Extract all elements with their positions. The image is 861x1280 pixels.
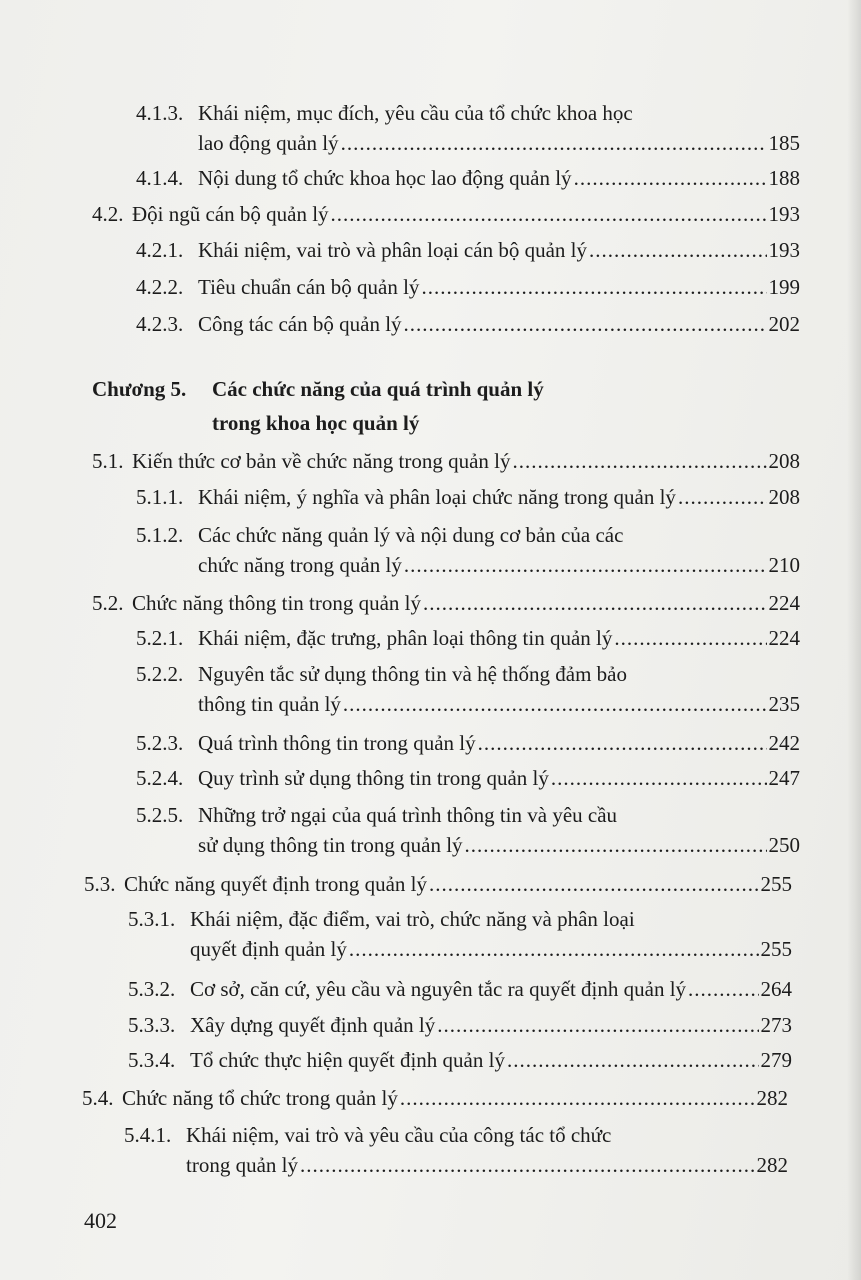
chapter-title-cont: trong khoa học quản lý bbox=[212, 411, 420, 435]
leader-dots bbox=[429, 869, 758, 899]
leader-dots bbox=[507, 1045, 759, 1075]
entry-page: 279 bbox=[760, 1048, 792, 1072]
entry-number: 5.4. bbox=[82, 1086, 114, 1110]
entry-title: Khái niệm, đặc điểm, vai trò, chức năng và phân loại bbox=[190, 907, 635, 931]
entry-number: 5.4.1. bbox=[124, 1123, 172, 1147]
entry-title: Khái niệm, đặc trưng, phân loại thông tin quản lý bbox=[198, 626, 613, 650]
entry-number: 5.2.4. bbox=[136, 766, 184, 790]
leader-dots bbox=[404, 550, 767, 580]
entry-title: Chức năng tổ chức trong quản lý bbox=[122, 1086, 398, 1110]
entry-page: 282 bbox=[756, 1153, 788, 1177]
toc-entry-5-2-3 bbox=[136, 728, 800, 758]
entry-title-cont: trong quản lý bbox=[186, 1153, 298, 1177]
toc-entry-5-2-2 bbox=[136, 659, 800, 719]
entry-title: Quy trình sử dụng thông tin trong quản lý bbox=[198, 766, 549, 790]
entry-page: 199 bbox=[768, 275, 800, 299]
leader-dots bbox=[331, 199, 767, 229]
leader-dots bbox=[465, 830, 767, 860]
entry-page: 247 bbox=[768, 766, 800, 790]
entry-title-cont: thông tin quản lý bbox=[198, 692, 341, 716]
toc-entry-4-1-3 bbox=[136, 98, 800, 158]
entry-title: Các chức năng quản lý và nội dung cơ bản của các bbox=[198, 523, 624, 547]
leader-dots bbox=[341, 128, 767, 158]
entry-page: 282 bbox=[756, 1086, 788, 1110]
entry-title: Khái niệm, vai trò và yêu cầu của công tác tổ chức bbox=[186, 1123, 612, 1147]
leader-dots bbox=[421, 272, 766, 302]
entry-title: Công tác cán bộ quản lý bbox=[198, 312, 402, 336]
leader-dots bbox=[349, 934, 759, 964]
entry-title: Chức năng quyết định trong quản lý bbox=[124, 872, 428, 896]
entry-page: 193 bbox=[768, 202, 800, 226]
leader-dots bbox=[300, 1150, 755, 1180]
toc-entry-5-2-5 bbox=[136, 800, 800, 860]
entry-title-cont: sử dụng thông tin trong quản lý bbox=[198, 833, 463, 857]
toc-entry-5-1 bbox=[92, 446, 800, 476]
entry-page: 224 bbox=[768, 591, 800, 615]
entry-title: Khái niệm, mục đích, yêu cầu của tổ chức khoa học bbox=[198, 101, 633, 125]
toc-entry-4-1-4 bbox=[136, 163, 800, 193]
entry-number: 4.1.4. bbox=[136, 166, 184, 190]
entry-page: 273 bbox=[760, 1013, 792, 1037]
entry-number: 5.2.1. bbox=[136, 626, 184, 650]
entry-number: 5.3.1. bbox=[128, 907, 176, 931]
entry-title: Quá trình thông tin trong quản lý bbox=[198, 731, 476, 755]
leader-dots bbox=[343, 689, 767, 719]
toc-entry-5-3-2 bbox=[128, 974, 792, 1004]
entry-page: 255 bbox=[760, 937, 792, 961]
leader-dots bbox=[437, 1010, 758, 1040]
toc-entry-5-3-1 bbox=[128, 904, 792, 964]
entry-page: 224 bbox=[768, 626, 800, 650]
entry-page: 193 bbox=[768, 238, 800, 262]
entry-number: 4.2.1. bbox=[136, 238, 184, 262]
entry-title: Chức năng thông tin trong quản lý bbox=[132, 591, 422, 615]
toc-entry-4-2-1 bbox=[136, 235, 800, 265]
entry-title: Những trở ngại của quá trình thông tin và yêu cầu bbox=[198, 803, 618, 827]
entry-title: Khái niệm, vai trò và phân loại cán bộ quản lý bbox=[198, 238, 587, 262]
entry-page: 202 bbox=[768, 312, 800, 336]
entry-number: 5.2.5. bbox=[136, 803, 184, 827]
entry-number: 5.1. bbox=[92, 449, 124, 473]
entry-number: 5.3.2. bbox=[128, 977, 176, 1001]
leader-dots bbox=[404, 309, 767, 339]
leader-dots bbox=[513, 446, 767, 476]
leader-dots bbox=[423, 588, 766, 618]
toc-entry-5-3-4 bbox=[128, 1045, 792, 1075]
entry-page: 235 bbox=[768, 692, 800, 716]
entry-page: 210 bbox=[768, 553, 800, 577]
toc-entry-5-2 bbox=[92, 588, 800, 618]
entry-page: 185 bbox=[768, 131, 800, 155]
entry-number: 5.3. bbox=[84, 872, 116, 896]
page-number: 402 bbox=[84, 1208, 117, 1233]
chapter-heading bbox=[92, 372, 544, 440]
entry-title-cont: lao động quản lý bbox=[198, 131, 339, 155]
entry-title: Nguyên tắc sử dụng thông tin và hệ thống đảm bảo bbox=[198, 662, 627, 686]
entry-title-cont: chức năng trong quản lý bbox=[198, 553, 402, 577]
entry-title: Xây dựng quyết định quản lý bbox=[190, 1013, 436, 1037]
entry-page: 242 bbox=[768, 731, 800, 755]
toc-entry-5-1-2 bbox=[136, 520, 800, 580]
entry-page: 264 bbox=[760, 977, 792, 1001]
toc-entry-4-2-2 bbox=[136, 272, 800, 302]
entry-number: 5.2.2. bbox=[136, 662, 184, 686]
entry-number: 5.3.3. bbox=[128, 1013, 176, 1037]
entry-title: Kiến thức cơ bản về chức năng trong quản lý bbox=[132, 449, 511, 473]
entry-number: 4.1.3. bbox=[136, 101, 184, 125]
toc-entry-5-4-1 bbox=[124, 1120, 788, 1180]
chapter-title: Các chức năng của quá trình quản lý bbox=[212, 377, 544, 401]
leader-dots bbox=[551, 763, 767, 793]
entry-page: 188 bbox=[768, 166, 800, 190]
toc-entry-5-2-1 bbox=[136, 623, 800, 653]
leader-dots bbox=[400, 1083, 755, 1113]
toc-entry-5-4 bbox=[82, 1083, 788, 1113]
toc-entry-5-1-1 bbox=[136, 482, 800, 512]
page-edge-shadow bbox=[847, 0, 861, 1280]
entry-page: 250 bbox=[768, 833, 800, 857]
entry-title: Khái niệm, ý nghĩa và phân loại chức năng trong quản lý bbox=[198, 485, 676, 509]
leader-dots bbox=[678, 482, 767, 512]
entry-number: 5.2. bbox=[92, 591, 124, 615]
entry-title: Nội dung tổ chức khoa học lao động quản lý bbox=[198, 166, 572, 190]
entry-page: 208 bbox=[768, 449, 800, 473]
entry-title: Tiêu chuẩn cán bộ quản lý bbox=[198, 275, 420, 299]
entry-title: Cơ sở, căn cứ, yêu cầu và nguyên tắc ra quyết định quản lý bbox=[190, 977, 687, 1001]
entry-title: Đội ngũ cán bộ quản lý bbox=[132, 202, 329, 226]
entry-number: 5.2.3. bbox=[136, 731, 184, 755]
entry-page: 208 bbox=[768, 485, 800, 509]
entry-number: 5.1.1. bbox=[136, 485, 184, 509]
entry-number: 5.1.2. bbox=[136, 523, 184, 547]
leader-dots bbox=[478, 728, 767, 758]
leader-dots bbox=[614, 623, 766, 653]
toc-entry-5-2-4 bbox=[136, 763, 800, 793]
entry-number: 4.2. bbox=[92, 202, 124, 226]
entry-number: 4.2.2. bbox=[136, 275, 184, 299]
leader-dots bbox=[688, 974, 758, 1004]
toc-entry-5-3-3 bbox=[128, 1010, 792, 1040]
toc-entry-5-3 bbox=[84, 869, 792, 899]
chapter-label: Chương 5. bbox=[92, 377, 187, 401]
entry-title-cont: quyết định quản lý bbox=[190, 937, 347, 961]
entry-number: 4.2.3. bbox=[136, 312, 184, 336]
leader-dots bbox=[589, 235, 767, 265]
entry-title: Tổ chức thực hiện quyết định quản lý bbox=[190, 1048, 505, 1072]
toc-entry-4-2-3 bbox=[136, 309, 800, 339]
leader-dots bbox=[574, 163, 767, 193]
toc-entry-4-2 bbox=[92, 199, 800, 229]
entry-page: 255 bbox=[760, 872, 792, 896]
entry-number: 5.3.4. bbox=[128, 1048, 176, 1072]
